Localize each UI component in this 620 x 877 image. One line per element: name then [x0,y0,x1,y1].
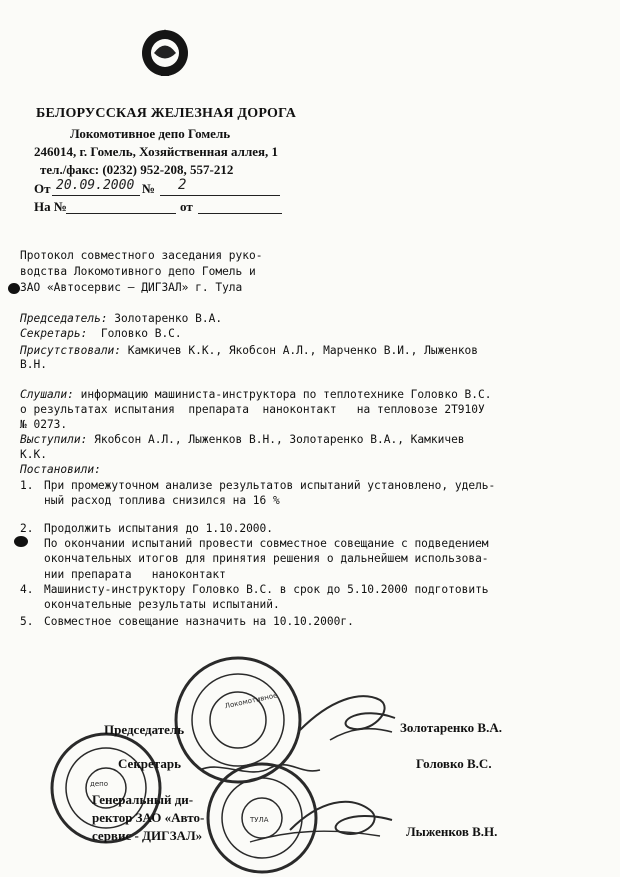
round-stamp-bottom [208,764,316,872]
resolved-item-3-line-3: нии препарата наноконтакт [44,568,226,581]
resolved-item-3-line-1: По окончании испытаний провести совместное совещание с подведением [44,537,489,550]
letterhead-address: 246014, г. Гомель, Хозяйственная аллея, 1 [34,144,279,159]
ink-blot-2 [14,536,28,547]
reply-date-line [198,213,282,214]
resolved-item-4-line-2: окончательные результаты испытаний. [44,598,280,611]
from-date-line [52,195,140,196]
state-emblem-icon [140,26,190,78]
secretary-signature [200,765,320,772]
secretary-line [20,327,182,341]
resolved-label: Постановили: [20,463,101,476]
present-names: Камкичев К.К., Якобсон А.Л., Марченко В.И., Лыженков [121,344,479,357]
resolved-item-2-num: 2. [20,522,34,535]
from-label: От [34,181,51,196]
director-signature [290,802,392,834]
chair-line [20,312,222,326]
chair-role: Председатель [104,722,185,737]
number-label: № [142,181,156,196]
spoke-label: Выступили: [20,433,88,446]
letterhead-phone: тел./факс: (0232) 952-208, 557-212 [40,162,234,177]
present-label: Присутствовали: [20,344,122,357]
resolved-item-5-num: 5. [20,615,34,628]
heard-line-2: о результатах испытания препарата наноконтакт на тепловозе 2Т910У [20,403,485,416]
reply-number-line [66,213,176,214]
chair-label: Председатель: [20,312,108,325]
svg-text:ТУЛА: ТУЛА [250,816,269,824]
resolved-item-1-line-2: ный расход топлива снизился на 16 % [44,494,280,507]
resolved-item-4-line-1: Машинисту-инструктору Головко В.С. в срок до 5.10.2000 подготовить [44,583,489,596]
secretary-role: Секретарь [118,756,181,771]
heard-label: Слушали: [20,388,74,401]
heard-line-3: № 0273. [20,418,68,431]
present-line [20,344,478,358]
chair-signature-name: Золотаренко В.А. [400,720,502,735]
chair-name: Золотаренко В.А. [107,312,223,325]
present-line-2: В.Н. [20,358,47,371]
reply-of-label: от [180,199,193,214]
ink-blot [8,283,20,294]
chair-signature [300,696,395,730]
letterhead-dept: Локомотивное депо Гомель [70,126,231,141]
resolved-item-4-num: 4. [20,583,34,596]
resolved-item-1-num: 1. [20,479,34,492]
resolved-item-5-line-1: Совместное совещание назначить на 10.10.2000г. [44,615,354,628]
resolved-item-1-line-1: При промежуточном анализе результатов испытаний установлено, удель- [44,479,496,492]
letterhead-org: БЕЛОРУССКАЯ ЖЕЛЕЗНАЯ ДОРОГА [36,106,297,121]
heard-text: информацию машиниста-инструктора по теплотехнике Головко В.С. [73,388,492,401]
title-line-3: ЗАО «Автосервис – ДИГЗАЛ» г. Тула [20,281,243,294]
resolved-item-3-line-2: окончательных итогов для принятия решения о дальнейшем использова- [44,552,489,565]
round-stamp-top [176,658,300,782]
director-role-line-1: Генеральный ди- [92,792,194,807]
number-line [160,195,280,196]
from-date: 20.09.2000 [56,178,135,193]
spoke-names: Якобсон А.Л., Лыженков В.Н., Золотаренко В.А., Камкичев [87,433,465,446]
resolved-item-2-line-1: Продолжить испытания до 1.10.2000. [44,522,274,535]
director-role-line-2: ректор ЗАО «Авто- [92,810,205,825]
director-signature-name: Лыженков В.Н. [406,824,498,839]
spoke-line-2: К.К. [20,448,47,461]
heard-line-1 [20,388,492,402]
director-role-line-3: сервис - ДИГЗАЛ» [92,828,203,843]
reply-label: На № [34,199,67,214]
svg-text:депо: депо [90,780,109,788]
secretary-name: Головко В.С. [87,327,182,340]
title-line-2: водства Локомотивного депо Гомель и [20,265,256,278]
title-line-1: Протокол совместного заседания руко- [20,249,263,262]
spoke-line-1 [20,433,465,447]
doc-number: 2 [178,177,187,193]
secretary-signature-name: Головко В.С. [416,756,492,771]
secretary-label: Секретарь: [20,327,88,340]
svg-text:Локомотивное: Локомотивное [224,691,279,711]
